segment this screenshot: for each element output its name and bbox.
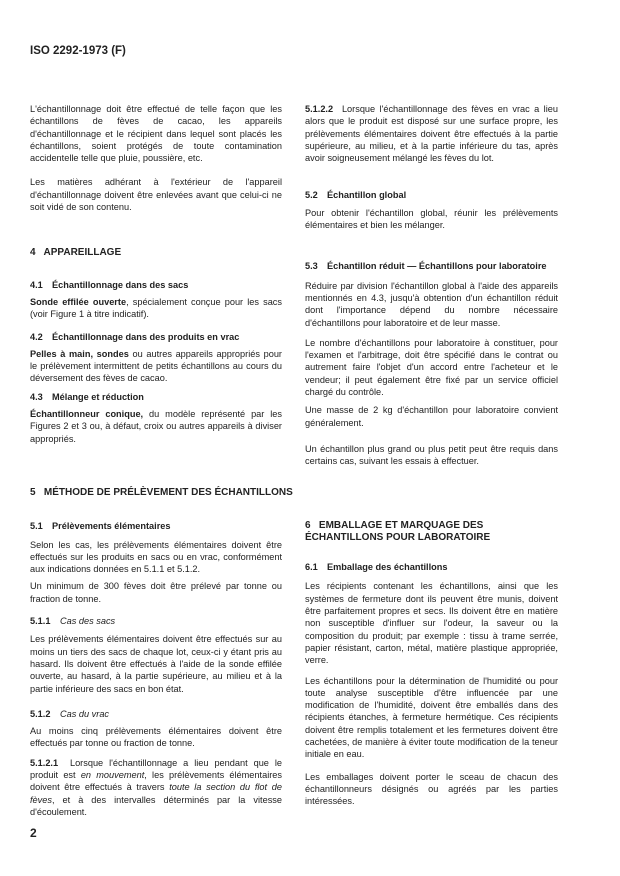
document-header: ISO 2292-1973 (F) [30,45,126,57]
section-5-1-heading [30,520,282,532]
section-title: Échantillon global [327,190,407,201]
section-6-1-heading [305,561,558,573]
section-number: 6.1 [305,562,318,573]
section-title: Emballage des échantillons [327,562,448,573]
section-6-1-paragraph-3: Les emballages doivent porter le sceau de chacun des échantillonneurs désignés ou agréés par les parties intéressées. [305,771,558,807]
section-4-1-heading [30,279,282,291]
section-5-2-text: Pour obtenir l'échantillon global, réunir les prélèvements élémentaires et bien les mélanger. [305,207,558,231]
page-number: 2 [30,826,37,841]
section-number: 5.3 [305,261,318,272]
section-5-3-paragraph-2: Le nombre d'échantillons pour laboratoire à constituer, pour l'examen et l'arbitrage, doit être spécifié dans le contrat ou autrement faire l'objet d'un accord entre l'acheteur et le vendeur; il peut également être fixé par un service officiel chargé du contrôle. [305,337,558,398]
section-4-1-text [30,296,282,321]
section-title: Mélange et réduction [52,391,144,402]
section-title: Échantillonnage dans des produits en vrac [52,331,240,342]
section-title: Cas du vrac [60,708,110,719]
section-5-3-paragraph-4: Un échantillon plus grand ou plus petit peut être requis dans certains cas, suivant les essais à effectuer. [305,443,558,467]
section-5-1-2-text: Au moins cinq prélèvements élémentaires doivent être effectués par tonne ou fraction de tonne. [30,726,282,749]
text: ou autres appareils appropriés pour le prélèvement intermittent de petits échantillons au cours du déversement des fèves de cacao. [30,348,282,384]
section-6-1-paragraph-1: Les récipients contenant les échantillons, ainsi que les systèmes de fermeture dont ils peuvent être munis, doivent être parfaitement propres et secs. Ils doivent être en matière non susceptible d'influer sur l'odeur, la saveur ou la composition du produit; par exemple : tissu à trame serrée, papier résistant, carton, métal, matière plastique appropriée, verre. [305,581,558,666]
section-4-3-text [30,408,282,445]
section-5-3-paragraph-1: Réduire par division l'échantillon global à l'aide des appareils mentionnés en 4.3, jusqu'à obtention d'un échantillon réduit dont l'importance dépend du nombre nécessaire d'échantillons pour laboratoire et de leur masse. [305,280,558,328]
text: , les prélèvements élémentaires doivent être effectués à travers [30,769,282,793]
text: Lorsque l'échantillonnage des fèves en vrac a lieu alors que le produit est disposé sur une surface propre, les prélèvements élémentaires doivent être effectués à la partie supérieure, au milieu, et à la partie inférieure du tas, après avoir soigneusement mélangé les fèves du lot. [305,104,561,164]
term: Pelles à main, sondes [30,348,129,359]
section-5-1-2-1-text [30,757,285,818]
section-number: 5.1 [30,521,43,532]
section-number: 5.2 [305,190,318,201]
term: Échantillonneur conique, [30,409,144,420]
section-6-1-paragraph-2: Les échantillons pour la détermination de l'humidité ou pour toute analyse susceptible d'être influencée par une modification de l'humidité, doivent être emballés dans des récipients étanches, à fermeture hermétique. Ces récipients doivent être remplis totalement et les fermetures doivent être cachetées, de manière à éviter toute modification de la teneur initiale en eau. [305,675,558,760]
section-number: 5.1.2.2 [305,104,334,114]
section-4-2-heading [30,331,282,343]
section-number: 5.1.1 [30,616,51,627]
emphasis: toute la section du flot de fèves [30,782,282,805]
section-number: 4.2 [30,331,43,342]
section-5-1-paragraph-2: Un minimum de 300 fèves doit être prélevé par tonne ou fraction de tonne. [30,581,282,604]
section-number: 5.1.2.1 [30,757,59,768]
term: Sonde effilée ouverte [30,296,127,307]
section-4-2-text [30,348,282,385]
text: , et à des intervalles déterminés par la vitesse d'écoulement. [30,794,282,817]
section-number: 5.1.2 [30,708,51,719]
right-column [305,103,561,807]
section-5-heading: 5 MÉTHODE DE PRÉLÈVEMENT DES ÉCHANTILLONS [30,486,293,498]
text: Lorsque l'échantillonnage a lieu pendant que le produit est [30,757,285,780]
section-title: Prélèvements élémentaires [52,521,171,532]
section-5-3-heading [305,260,558,272]
section-5-1-paragraph-1: Selon les cas, les prélèvements élémentaires doivent être effectués sur les produits en sacs ou en vrac, conformément aux indications données en 5.1.1 et 5.1.2. [30,539,282,575]
left-column [30,103,293,841]
section-4-3-heading [30,391,282,403]
text: du modèle représenté par les Figures 2 et 3 ou, à défaut, croix ou autres appareils à diviser appropriés. [30,409,283,444]
intro-paragraph-2: Les matières adhérant à l'extérieur de l'appareil d'échantillonnage doivent être enlevées avant que celui-ci ne soit vidé de son contenu. [30,177,282,213]
section-number: 4.1 [30,279,43,290]
intro-paragraph-1: L'échantillonnage doit être effectué de telle façon que les échantillons de fèves de cacao, les appareils d'échantillonnage et le récipient dans lequel sont placés les échantillons, soient protégés de toute contamination accidentelle telle que pluie, poussière, etc. [30,104,282,164]
section-5-1-2-2-text [305,103,561,164]
section-title: Échantillon réduit — Échantillons pour laboratoire [327,261,547,272]
section-5-1-1-heading [30,615,282,627]
section-5-1-1-text: Les prélèvements élémentaires doivent être effectués sur au moins un tiers des sacs de chaque lot, ceux-ci y étant pris au hasard. Ils doivent être effectués à l'aide de la sonde effilée ouverte, au hasard, à la partie supérieure, au milieu et à la partie inférieure des sacs en bon état. [30,634,282,694]
section-5-1-2-heading [30,708,282,720]
section-number: 4.3 [30,391,43,402]
section-title: Échantillonnage dans des sacs [52,279,189,290]
section-5-3-paragraph-3: Une masse de 2 kg d'échantillon pour laboratoire convient généralement. [305,405,558,428]
emphasis: en mouvement [80,769,145,780]
section-title: Cas des sacs [60,616,116,627]
section-5-2-heading [305,189,558,201]
section-4-heading: 4 APPAREILLAGE [30,247,122,259]
section-6-heading: 6 EMBALLAGE ET MARQUAGE DES ÉCHANTILLONS POUR LABORATOIRE [305,519,491,543]
text: , spécialement conçue pour les sacs (voir Figure 1 à titre indicatif). [30,296,282,320]
